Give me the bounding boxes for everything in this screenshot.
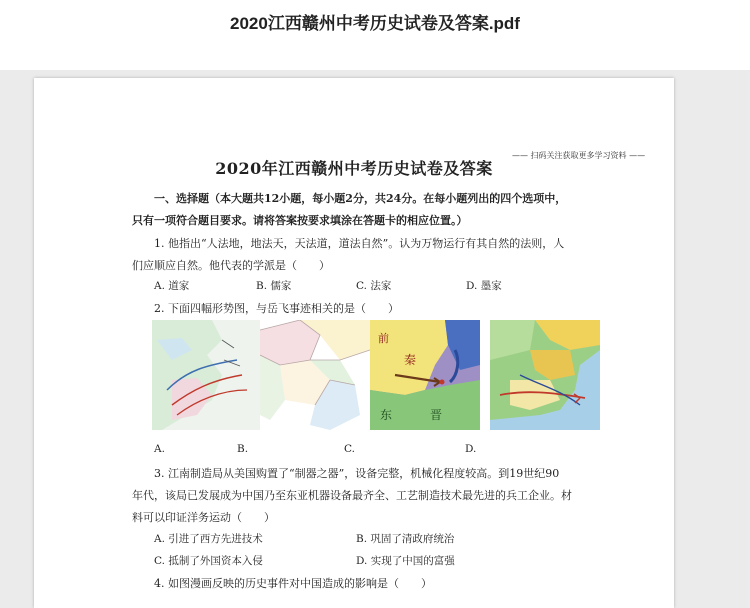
q2-option-a: A. [154,443,165,455]
q2-option-d: D. [465,443,477,455]
question-1-line2: 们应顺应自然。他代表的学派是（ ） [132,259,330,272]
map-d-graphic [490,320,600,430]
q1-option-c: C. 法家 [356,280,392,292]
q3-option-b: B. 巩固了清政府统治 [356,533,455,545]
map-a [152,320,262,430]
question-3-line1: 3. 江南制造局从美国购置了“制器之器”，设备完整，机械化程度较高。到19世纪90 [154,467,560,480]
question-3-line2: 年代，该局已发展成为中国乃至东亚机器设备最齐全、工艺制造技术最先进的兵工企业。材 [132,489,572,502]
q2-option-c: C. [344,443,355,455]
file-name: 2020江西赣州中考历史试卷及答案.pdf [230,14,520,33]
document-title: 2020年江西赣州中考历史试卷及答案 [215,159,493,178]
map-c-label-3: 东 [380,408,393,422]
q3-option-c: C. 抵制了外国资本入侵 [154,555,263,567]
map-b-graphic [260,320,370,430]
q2-option-b: B. [237,443,249,455]
map-a-graphic [152,320,262,430]
map-c-label-2: 秦 [404,353,417,367]
q3-option-d: D. 实现了中国的富强 [356,555,455,567]
section1-instructions-line2: 只有一项符合题目要求。请将答案按要求填涂在答题卡的相应位置。） [132,214,468,227]
map-b [260,320,370,430]
map-c [370,320,480,430]
q1-option-b: B. 儒家 [256,280,292,292]
q1-option-d: D. 墨家 [466,280,502,292]
question-4-line1: 4. 如图漫画反映的历史事件对中国造成的影响是（ ） [154,577,432,590]
map-c-label-4: 晋 [430,408,443,422]
pdf-page [34,78,674,608]
question-1-line1: 1. 他指出“人法地，地法天，天法道，道法自然”。认为万物运行有其自然的法则，人 [154,237,565,250]
section1-instructions-line1: 一、选择题（本大题共12小题，每小题2分，共24分。在每小题列出的四个选项中， [154,192,567,205]
map-c-label-1: 前 [378,332,389,345]
scan-note: —— 扫码关注获取更多学习资料 —— [512,151,646,160]
map-d [490,320,600,430]
q3-option-a: A. 引进了西方先进技术 [154,533,263,545]
question-3-line3: 料可以印证洋务运动（ ） [132,511,275,524]
viewer-header [0,0,750,70]
map-c-graphic [370,320,480,430]
question-2-line1: 2. 下面四幅形势图，与岳飞事迹相关的是（ ） [154,302,399,315]
q1-option-a: A. 道家 [154,280,190,292]
